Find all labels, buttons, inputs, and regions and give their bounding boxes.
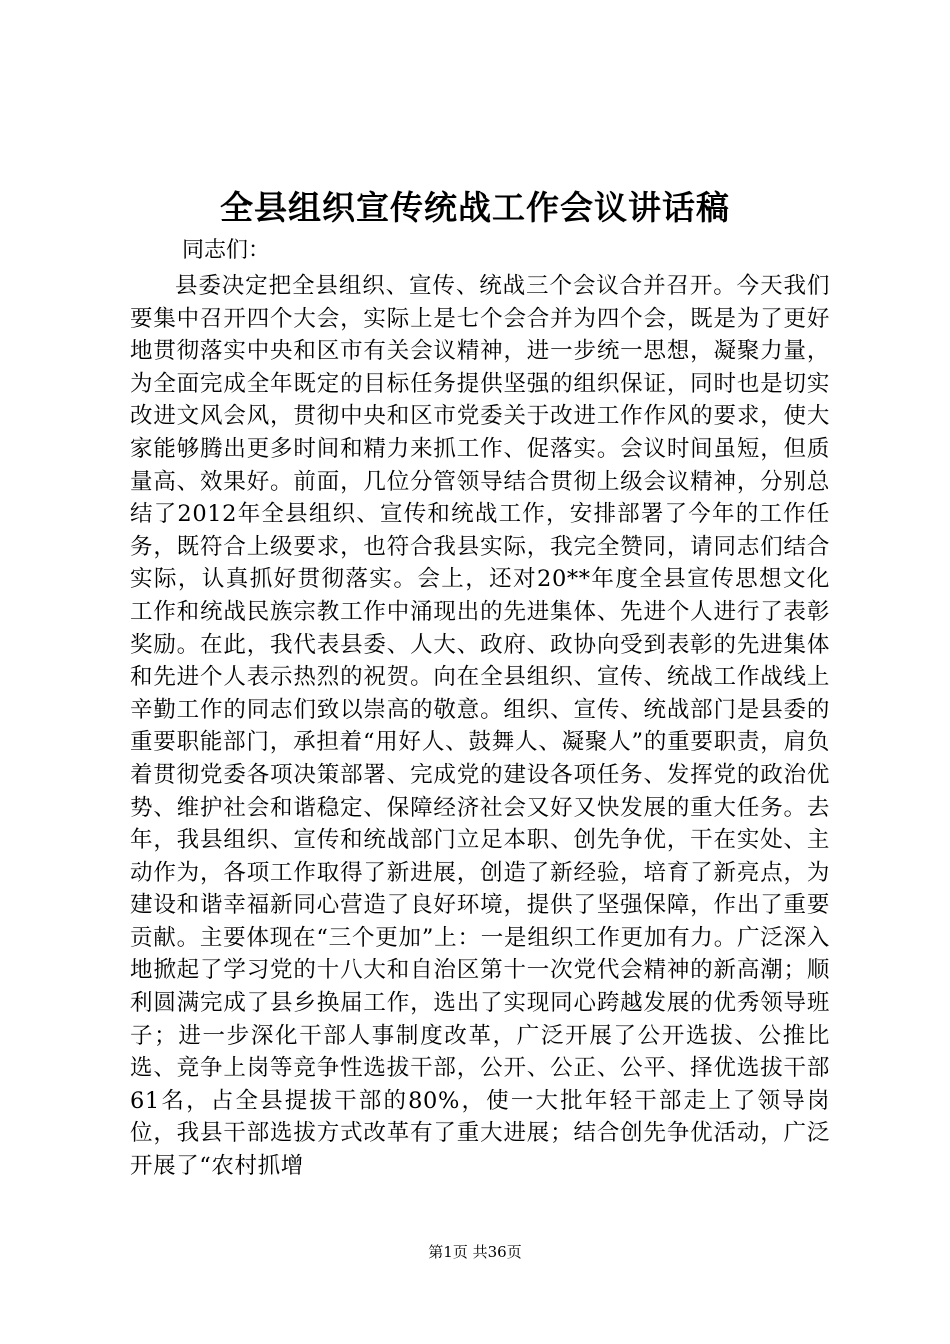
document-title: 全县组织宣传统战工作会议讲话稿 — [220, 188, 730, 227]
page-number: 第1页 共36页 — [428, 1243, 522, 1261]
salutation: 同志们： — [182, 238, 271, 263]
body-paragraph: 县委决定把全县组织、宣传、统战三个会议合并召开。今天我们要集中召开四个大会，实际上是七个会合并为四个会，既是为了更好地贯彻落实中央和区市有关会议精神，进一步统一思想，凝聚力量，为全面完成全年既定的目标任务提供坚强的组织保证，同时也是切实改进文风会风，贯彻中央和区市党委关于改进工作作风的要求，使大家能够腾出更多时间和精力来抓工作、促落实。会议时间虽短，但质量高、效果好。前面，几位分管领导结合贯彻上级会议精神，分别总结了2012年全县组织、宣传和统战工作，安排部署了今年的工作任务，既符合上级要求，也符合我县实际，我完全赞同，请同志们结合实际，认真抓好贯彻落实。会上，还对20**年度全县宣传思想文化工作和统战民族宗教工作中涌现出的先进集体、先进个人进行了表彰奖励。在此，我代表县委、人大、政府、政协向受到表彰的先进集体和先进个人表示热烈的祝贺。向在全县组织、宣传、统战工作战线上辛勤工作的同志们致以崇高的敬意。组织、宣传、统战部门是县委的重要职能部门，承担着“用好人、鼓舞人、凝聚人”的重要职责，肩负着贯彻党委各项决策部署、完成党的建设各项任务、发挥党的政治优势、维护社会和谐稳定、保障经济社会又好又快发展的重大任务。去年，我县组织、宣传和统战部门立足本职、创先争优，干在实处、主动作为，各项工作取得了新进展，创造了新经验，培育了新亮点，为建设和谐幸福新同心营造了良好环境，提供了坚强保障，作出了重要贡献。主要体现在“三个更加”上：一是组织工作更加有力。广泛深入地掀起了学习党的十八大和自治区第十一次党代会精神的新高潮；顺利圆满完成了县乡换届工作，选出了实现同心跨越发展的优秀领导班子；进一步深化干部人事制度改革，广泛开展了公开选拔、公推比选、竞争上岗等竞争性选拔干部，公开、公正、公平、择优选拔干部61名，占全县提拔干部的80%，使一大批年轻干部走上了领导岗位，我县干部选拔方式改革有了重大进展；结合创先争优活动，广泛开展了“农村抓增 — [130, 273, 830, 1180]
